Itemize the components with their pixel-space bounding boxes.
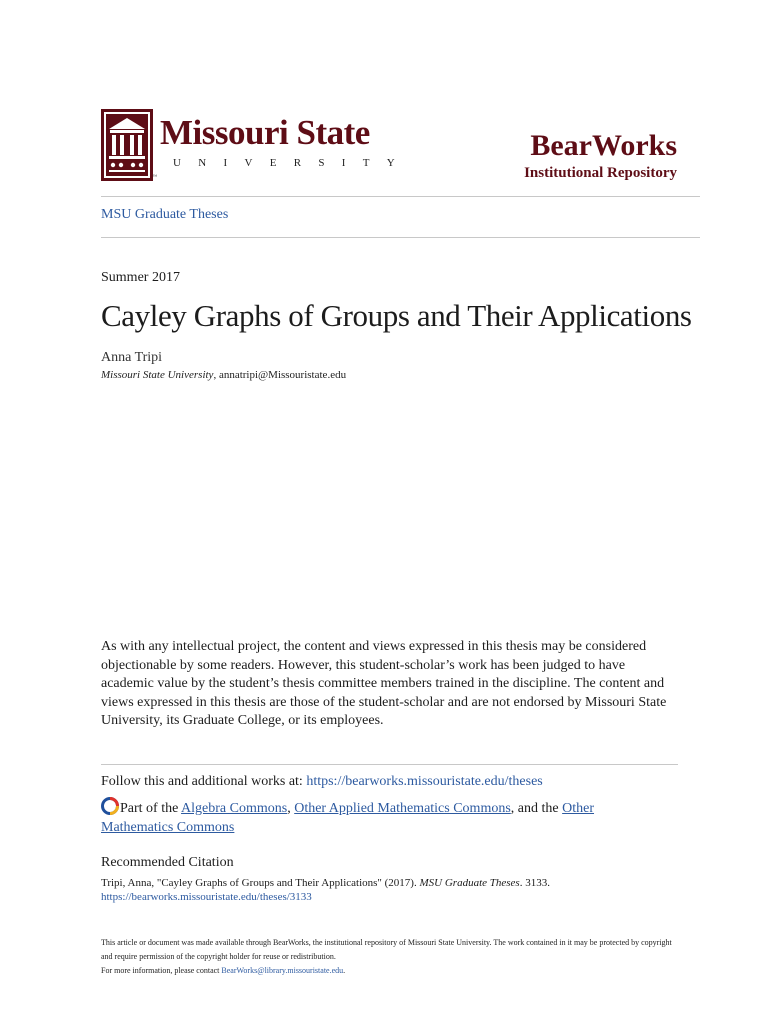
header-divider	[101, 196, 700, 197]
applied-math-commons-link[interactable]: Other Applied Mathematics Commons	[294, 801, 511, 816]
contact-email-link[interactable]: BearWorks@library.missouristate.edu	[221, 966, 344, 975]
citation-text	[101, 876, 550, 904]
disclaimer-text: As with any intellectual project, the content and views expressed in this thesis may be considered objectionable by some readers. However, this student-scholar’s work has been judged to have academic value by the student’s thesis committee members trained in the discipline. The content and views expressed in this thesis are those of the student-scholar and are not endorsed by Missouri State University, its Graduate College, or its employees.	[101, 639, 667, 728]
other-math-commons-link[interactable]: Other Mathematics Commons	[101, 801, 595, 835]
bepress-network-icon	[101, 797, 119, 815]
affiliation-separator: ,	[213, 369, 219, 381]
citation-prefix: Tripi, Anna, "Cayley Graphs of Groups and Their Applications" (2017).	[101, 877, 420, 889]
citation-url-link[interactable]: https://bearworks.missouristate.edu/theses/3133	[101, 891, 312, 903]
follow-prefix: Follow this and additional works at:	[101, 774, 307, 789]
part-of-sep-2: , and the	[510, 801, 563, 816]
author-email: annatripi@Missouristate.edu	[218, 369, 347, 381]
part-of-sep-1: ,	[287, 801, 295, 816]
footnote-text: This article or document was made available through BearWorks, the institutional repository of Missouri State University. The work contained in it may be protected by copyright and require permission of the copyright holder for reuse or redistribution.	[101, 938, 672, 961]
part-of-prefix: Part of the	[120, 801, 182, 816]
series-link[interactable]: MSU Graduate Theses	[101, 207, 229, 222]
document-title: Cayley Graphs of Groups and Their Applications	[101, 298, 692, 333]
repository-subtitle: Institutional Repository	[524, 165, 677, 181]
university-subtitle: UNIVERSITY	[173, 157, 412, 169]
university-logo	[101, 109, 153, 181]
citation-heading: Recommended Citation	[101, 855, 234, 870]
footer-divider	[101, 764, 678, 765]
algebra-commons-link[interactable]: Algebra Commons	[181, 801, 288, 816]
repository-title: BearWorks	[530, 129, 677, 162]
theses-collection-link[interactable]: https://bearworks.missouristate.edu/theses	[306, 774, 543, 789]
footnote-contact-prefix: For more information, please contact	[101, 966, 222, 975]
part-of-line	[101, 797, 631, 837]
university-name: Missouri State	[160, 113, 370, 152]
repository-footnote	[101, 936, 681, 978]
affiliation-name: Missouri State University	[101, 369, 214, 381]
footnote-contact-suffix: .	[343, 966, 346, 975]
trademark-mark: ™	[152, 175, 157, 180]
citation-series: MSU Graduate Theses	[419, 877, 520, 889]
author-affiliation	[101, 369, 346, 382]
citation-suffix: . 3133.	[519, 877, 550, 889]
follow-line	[101, 774, 543, 791]
series-divider	[101, 237, 700, 238]
author-name: Anna Tripi	[101, 350, 163, 365]
publication-date: Summer 2017	[101, 270, 180, 285]
